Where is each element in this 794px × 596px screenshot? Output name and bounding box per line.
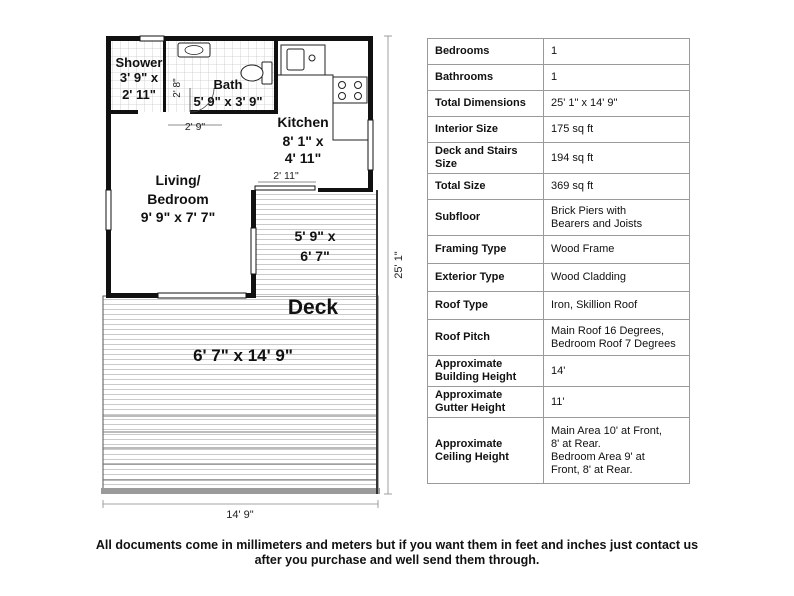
spec-row — [428, 387, 690, 418]
spec-value: Main Roof 16 Degrees, Bedroom Roof 7 Degrees — [544, 320, 690, 356]
dim-line-depth — [384, 36, 392, 494]
spec-label: Bedrooms — [428, 39, 544, 65]
spec-value: 11' — [544, 387, 690, 418]
spec-label: Approximate Ceiling Height — [428, 418, 544, 484]
spec-value: 1 — [544, 39, 690, 65]
spec-row — [428, 418, 690, 484]
alcove-size-1: 5' 9" x — [294, 228, 336, 244]
alcove-size-2: 6' 7" — [300, 248, 330, 264]
bath-label: Bath — [213, 77, 243, 92]
living-label-1: Living/ — [155, 172, 201, 188]
floor-plan — [0, 0, 420, 530]
bath-size: 5' 9" x 3' 9" — [193, 94, 263, 109]
specs-table-body — [428, 39, 690, 484]
spec-label: Subfloor — [428, 200, 544, 236]
spec-value: 1 — [544, 65, 690, 91]
spec-label: Total Size — [428, 174, 544, 200]
spec-row — [428, 292, 690, 320]
spec-row — [428, 174, 690, 200]
shower-size-2: 2' 11" — [122, 87, 156, 102]
dim-line-width — [103, 500, 378, 508]
spec-value: 194 sq ft — [544, 143, 690, 174]
spec-label: Deck and Stairs Size — [428, 143, 544, 174]
spec-row — [428, 200, 690, 236]
spec-label: Framing Type — [428, 236, 544, 264]
spec-row — [428, 143, 690, 174]
footer-line-2: after you purchase and well send them through. — [254, 553, 540, 567]
stove-icon — [333, 77, 367, 103]
spec-value: Wood Cladding — [544, 264, 690, 292]
spec-value: 369 sq ft — [544, 174, 690, 200]
deck-edge — [101, 488, 380, 494]
deck-label: Deck — [287, 296, 339, 319]
spec-row — [428, 91, 690, 117]
spec-row — [428, 236, 690, 264]
deck-surface — [103, 296, 378, 492]
spec-label: Approximate Gutter Height — [428, 387, 544, 418]
spec-label: Approximate Building Height — [428, 356, 544, 387]
spec-row — [428, 264, 690, 292]
footer-line-1: All documents come in millimeters and meters but if you want them in feet and inches just contact us — [95, 538, 699, 552]
spec-value: Iron, Skillion Roof — [544, 292, 690, 320]
deck-size: 6' 7" x 14' 9" — [193, 346, 293, 365]
spec-label: Exterior Type — [428, 264, 544, 292]
shower-label: Shower — [115, 55, 163, 70]
kitchen-sink-icon — [281, 45, 325, 75]
spec-label: Roof Type — [428, 292, 544, 320]
living-label-2: Bedroom — [147, 191, 209, 207]
shower-size-1: 3' 9" x — [119, 70, 159, 85]
dim-shower-wall: 2' 8" — [172, 78, 183, 98]
kitchen-size-2: 4' 11" — [284, 150, 322, 166]
spec-value: 25' 1" x 14' 9" — [544, 91, 690, 117]
spec-label: Roof Pitch — [428, 320, 544, 356]
living-size: 9' 9" x 7' 7" — [140, 209, 216, 225]
spec-value: Main Area 10' at Front, 8' at Rear. Bedroom Area 9' at Front, 8' at Rear. — [544, 418, 690, 484]
spec-value: Brick Piers with Bearers and Joists — [544, 200, 690, 236]
dim-hall-width: 2' 9" — [184, 121, 206, 133]
spec-row — [428, 320, 690, 356]
spec-value: Wood Frame — [544, 236, 690, 264]
spec-row — [428, 356, 690, 387]
kitchen-size-1: 8' 1" x — [282, 133, 324, 149]
dim-overall-width: 14' 9" — [226, 509, 254, 521]
alcove-surface — [255, 192, 378, 296]
dim-overall-depth: 25' 1" — [393, 251, 405, 279]
spec-row — [428, 39, 690, 65]
dim-kitchen-gap: 2' 11" — [273, 170, 299, 182]
specs-table — [427, 38, 690, 484]
footer-note — [0, 538, 794, 568]
spec-row — [428, 65, 690, 91]
spec-row — [428, 117, 690, 143]
spec-label: Bathrooms — [428, 65, 544, 91]
kitchen-label: Kitchen — [277, 114, 329, 130]
spec-value: 175 sq ft — [544, 117, 690, 143]
spec-value: 14' — [544, 356, 690, 387]
spec-label: Interior Size — [428, 117, 544, 143]
spec-label: Total Dimensions — [428, 91, 544, 117]
